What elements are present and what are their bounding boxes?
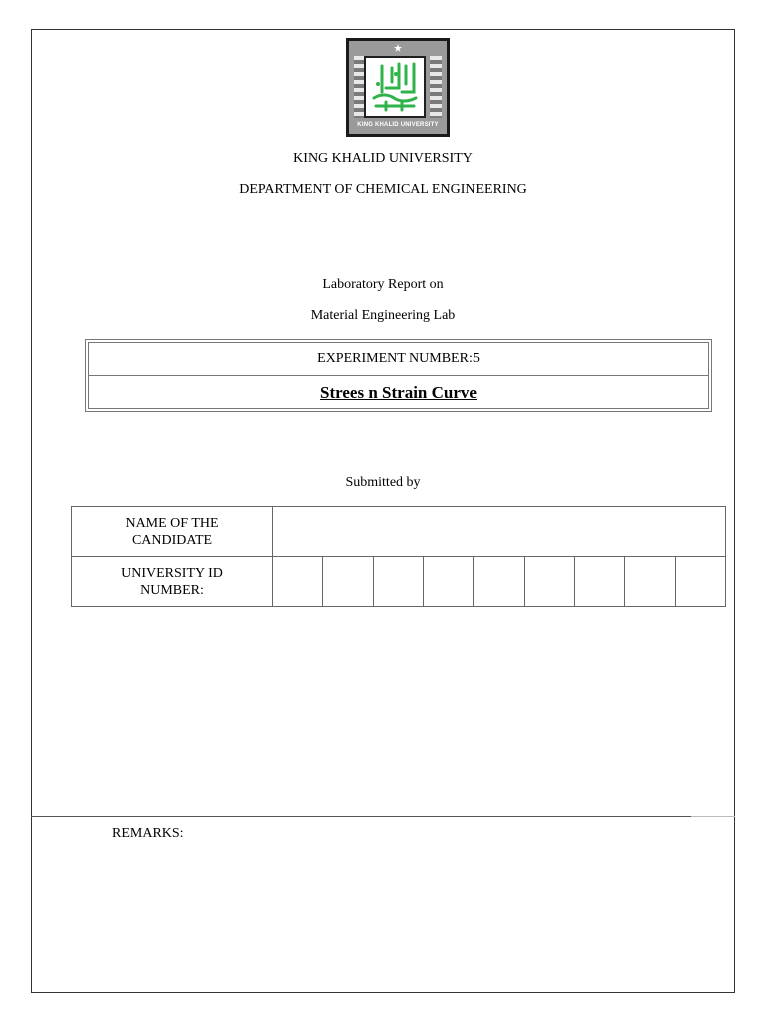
remarks-label: REMARKS: [112,826,184,841]
candidate-name-field[interactable] [273,507,726,557]
remarks-divider [31,816,691,817]
id-label-line-2: NUMBER: [140,582,204,598]
submitted-by-label: Submitted by [345,475,421,490]
report-line-1: Laboratory Report on [322,277,444,292]
calligraphy-icon [366,58,424,116]
id-label-line-1: UNIVERSITY ID [121,565,223,581]
candidate-table [71,506,726,607]
experiment-number: EXPERIMENT NUMBER:5 [89,343,708,376]
university-logo [346,38,450,137]
id-digit-cell[interactable] [474,557,524,607]
report-line-2: Material Engineering Lab [310,308,456,323]
experiment-box [85,339,712,412]
id-digit-cell[interactable] [574,557,624,607]
logo-right-ornament [430,56,442,118]
table-row [72,507,726,557]
name-label-line-2: CANDIDATE [131,532,213,548]
crest-icon [392,43,404,53]
experiment-title: Strees n Strain Curve [320,383,477,402]
id-digit-cell[interactable] [423,557,473,607]
name-label-line-1: NAME OF THE [125,515,219,531]
department-name: DEPARTMENT OF CHEMICAL ENGINEERING [239,182,527,197]
logo-caption: KING KHALID UNIVERSITY [357,122,439,128]
logo-emblem [364,56,426,118]
university-name: KING KHALID UNIVERSITY [293,151,473,166]
id-digit-cell[interactable] [625,557,675,607]
name-label-cell [72,507,273,557]
id-digit-cell[interactable] [524,557,574,607]
id-label-cell [72,557,273,607]
id-digit-cell[interactable] [675,557,725,607]
remarks-divider-tail [691,816,735,817]
id-digit-cell[interactable] [373,557,423,607]
table-row [72,557,726,607]
id-digit-cell[interactable] [323,557,373,607]
id-digit-cell[interactable] [273,557,323,607]
experiment-box-inner [88,342,709,409]
